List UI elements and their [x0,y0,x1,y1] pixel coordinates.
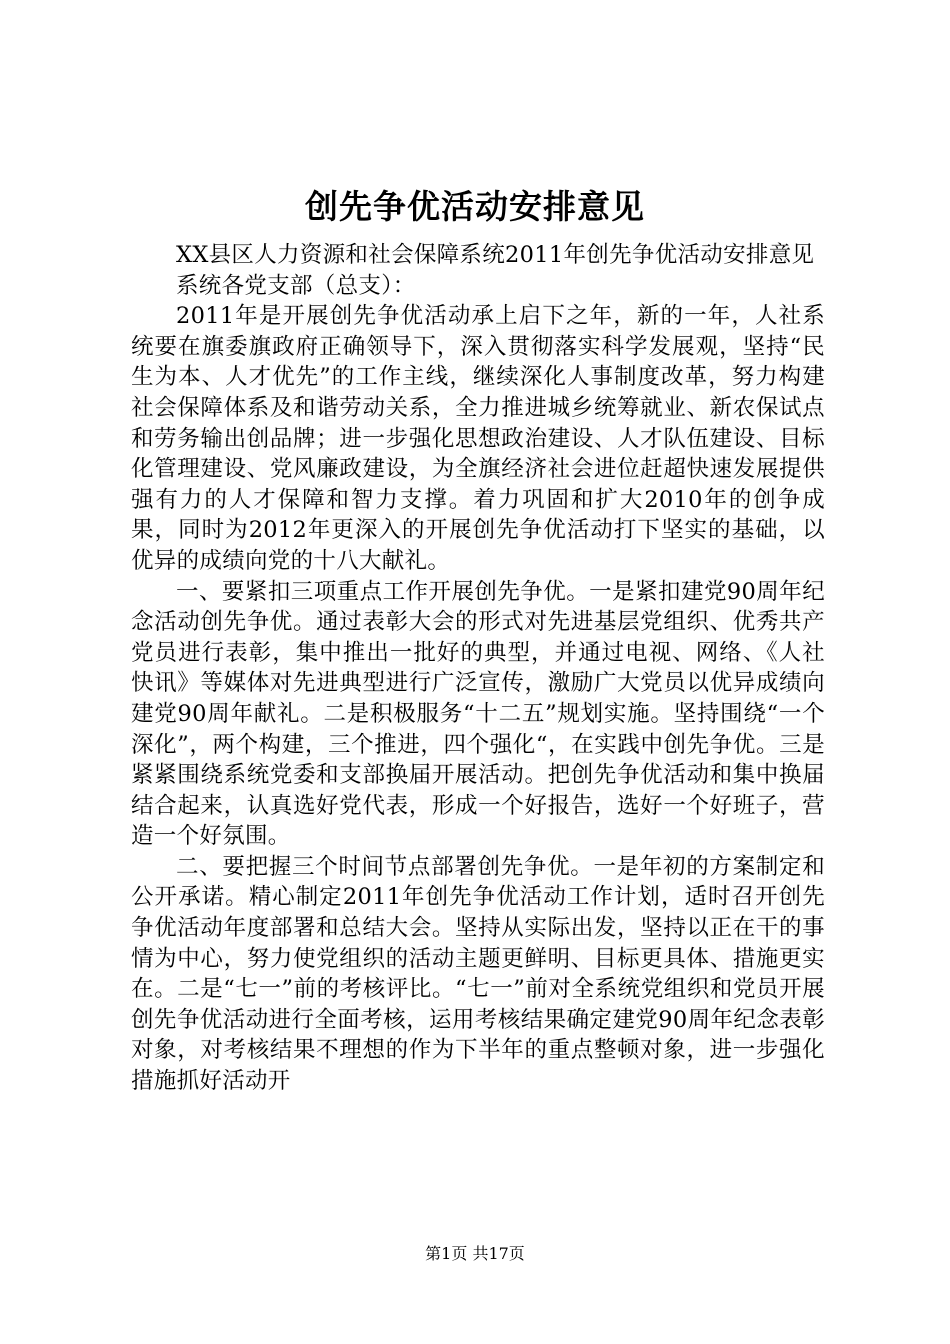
paragraph-intro: 2011年是开展创先争优活动承上启下之年，新的一年，人社系统要在旗委旗政府正确领导下，深入贯彻落实科学发展观，坚持“民生为本、人才优先”的工作主线，继续深化人事制度改革，努力构建社会保障体系及和谐劳动关系，全力推进城乡统筹就业、新农保试点和劳务输出创品牌；进一步强化思想政治建设、人才队伍建设、目标化管理建设、党风廉政建设，为全旗经济社会进位赶超快速发展提供强有力的人才保障和智力支撑。着力巩固和扩大2010年的创争成果，同时为2012年更深入的开展创先争优活动打下坚实的基础，以优异的成绩向党的十八大献礼。 [131,303,825,574]
paragraph-section-two: 二、要把握三个时间节点部署创先争优。一是年初的方案制定和公开承诺。精心制定2011年创先争优活动工作计划，适时召开创先争优活动年度部署和总结大会。坚持从实际出发，坚持以正在干的事情为中心，努力使党组织的活动主题更鲜明、目标更具体、措施更实在。二是“七一”前的考核评比。“七一”前对全系统党组织和党员开展创先争优活动进行全面考核，运用考核结果确定建党90周年纪念表彰对象，对考核结果不理想的作为下半年的重点整顿对象，进一步强化措施抓好活动开 [131,853,825,1095]
page-title: 创先争优活动安排意见 [305,187,645,226]
page-footer: 第1页 共17页 [425,1244,525,1263]
paragraph-heading-line: XX县区人力资源和社会保障系统2011年创先争优活动安排意见 [176,242,815,268]
document-body [131,240,825,1097]
paragraph-section-one: 一、要紧扣三项重点工作开展创先争优。一是紧扣建党90周年纪念活动创先争优。通过表彰大会的形式对先进基层党组织、优秀共产党员进行表彰，集中推出一批好的典型，并通过电视、网络、《人社快讯》等媒体对先进典型进行广泛宣传，激励广大党员以优异成绩向建党90周年献礼。二是积极服务“十二五”规划实施。坚持围绕“一个深化”，两个构建，三个推进，四个强化“，在实践中创先争优。三是紧紧围绕系统党委和支部换届开展活动。把创先争优活动和集中换届结合起来，认真选好党代表，形成一个好报告，选好一个好班子，营造一个好氛围。 [131,578,825,850]
paragraph-salutation: 系统各党支部（总支）： [176,272,416,299]
